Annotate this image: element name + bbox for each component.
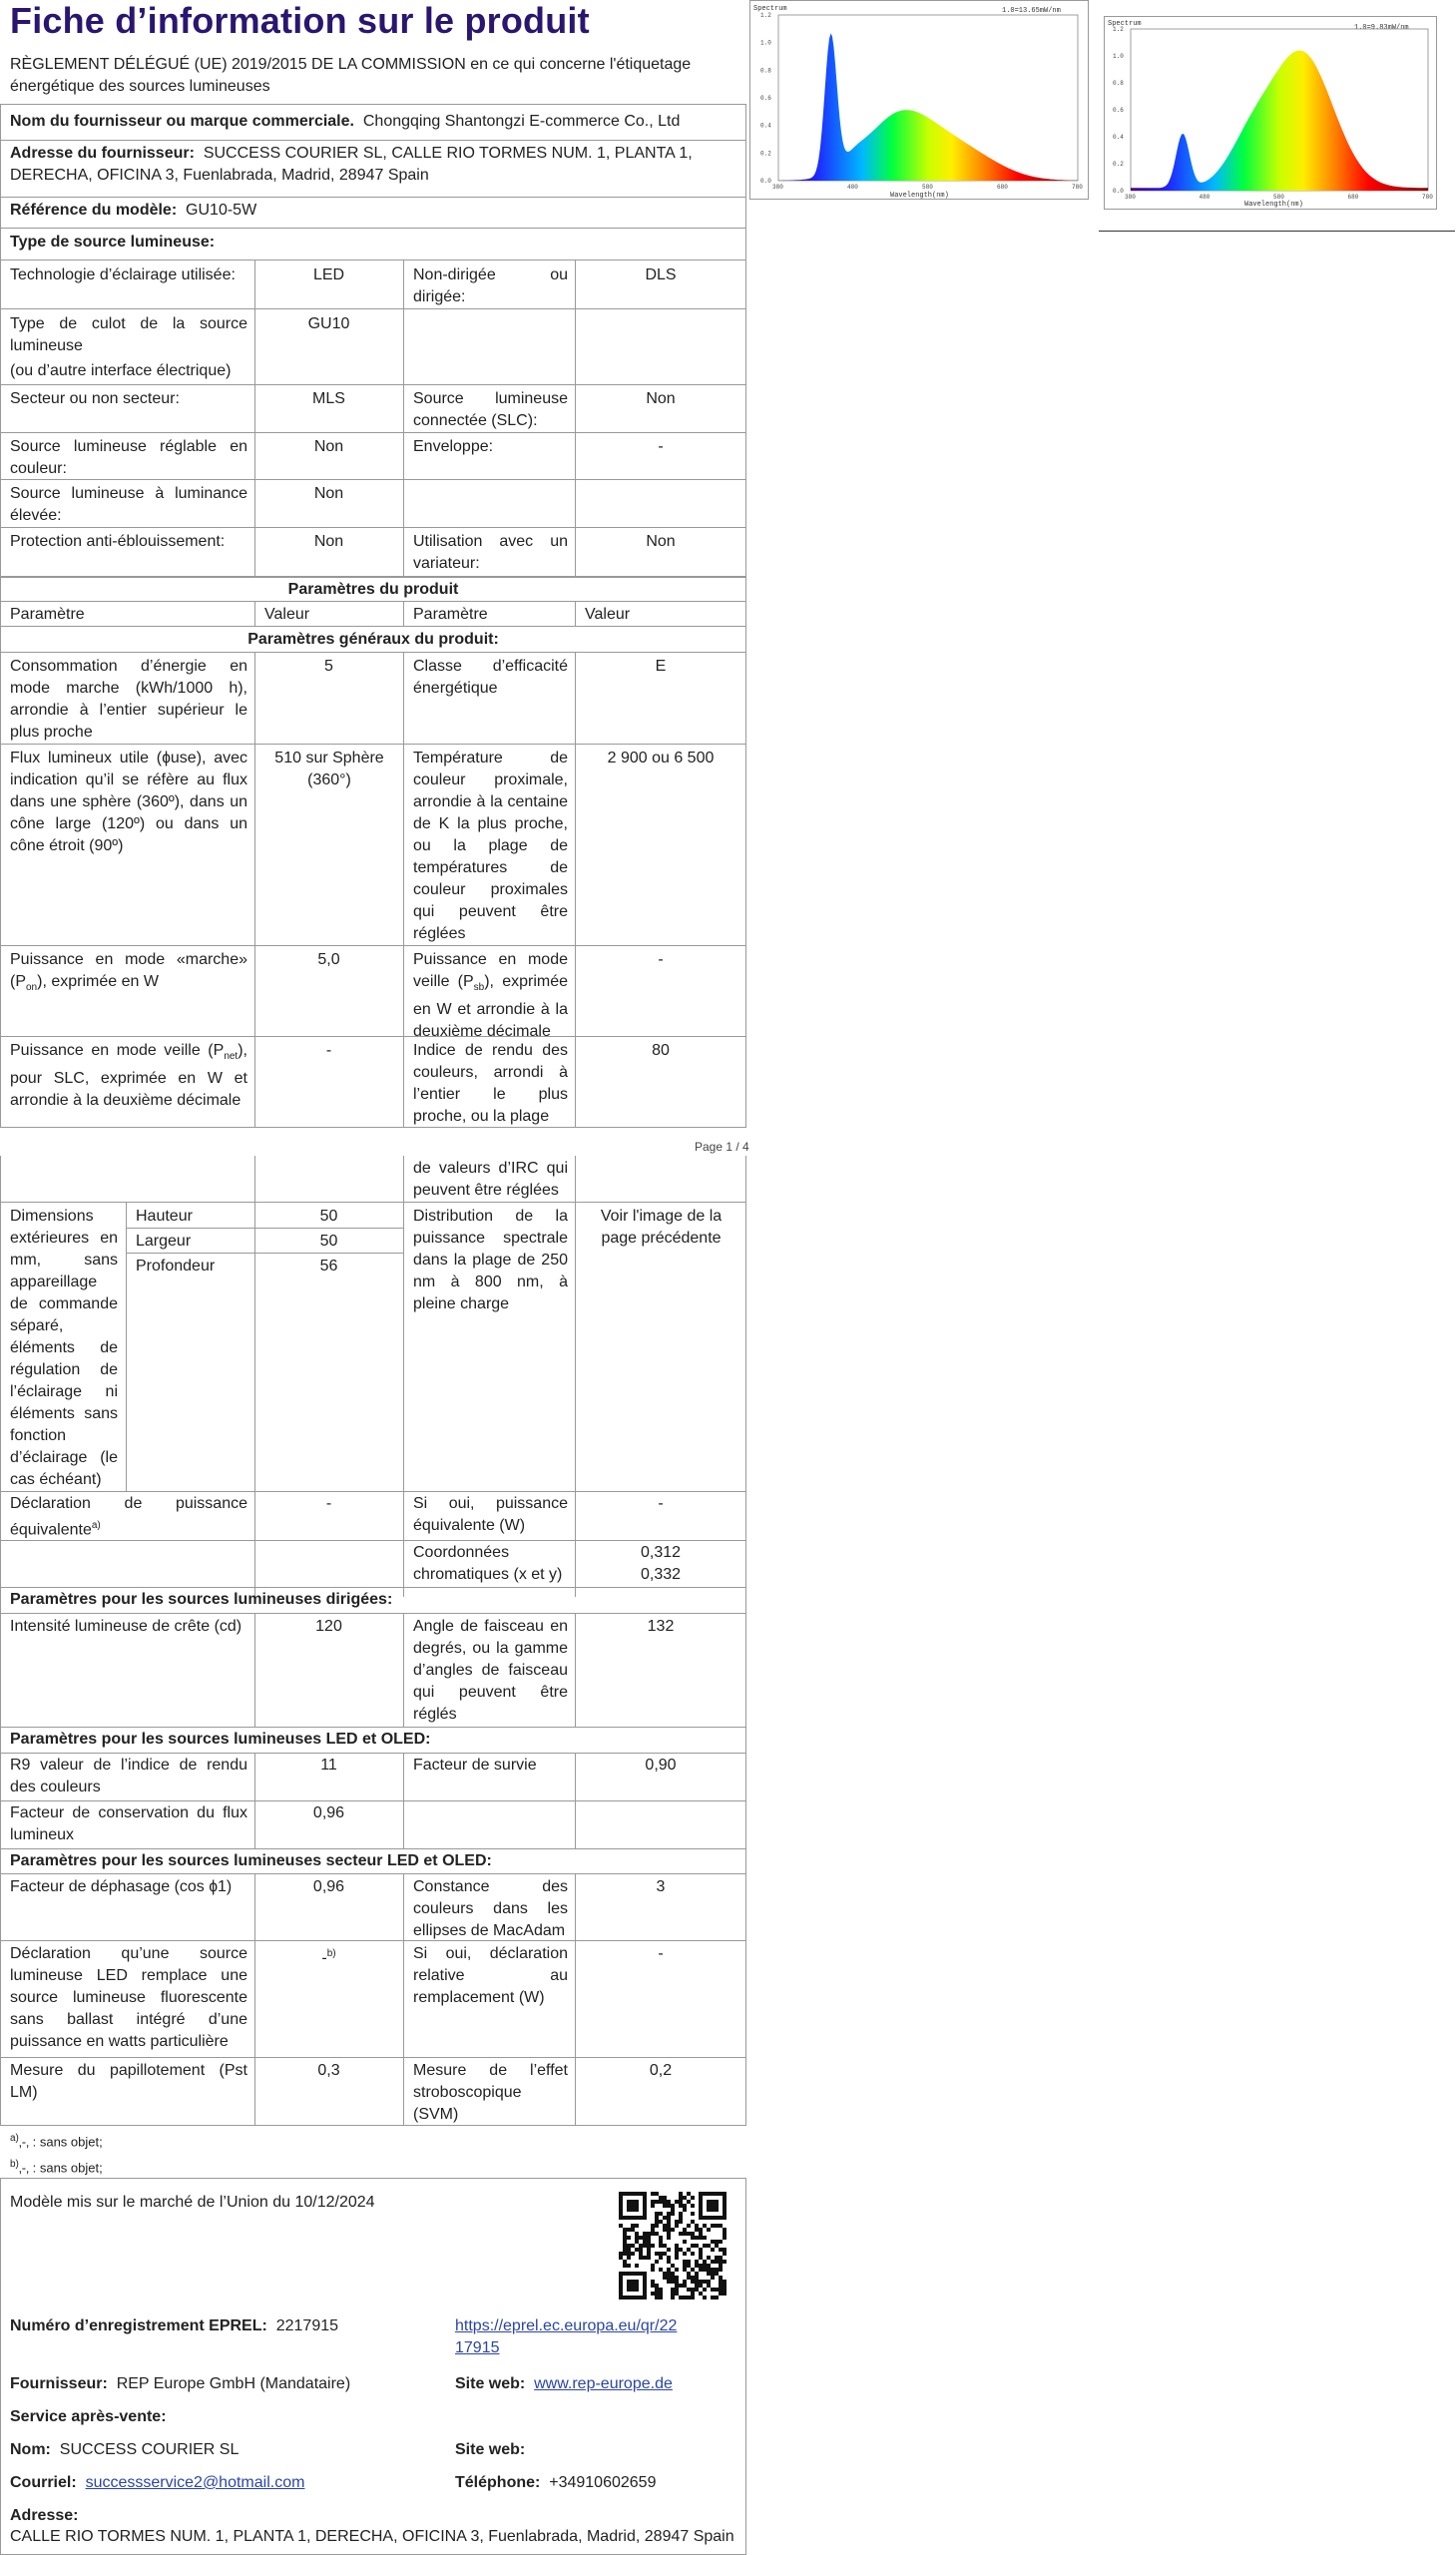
mains-led-heading: Paramètres pour les sources lumineuses secteur LED et OLED: — [10, 1852, 492, 1869]
service-email-link[interactable]: successservice2@hotmail.com — [85, 2474, 305, 2491]
spd-label: Distribution de la puissance spectrale dans la plage de 250 nm à 800 nm, à pleine charge — [413, 1208, 568, 1312]
tech-value: LED — [312, 266, 345, 283]
spectrum-warm-ylabel: Spectrum — [1108, 20, 1142, 28]
flicker-value: 0,3 — [317, 2062, 340, 2079]
eprel-number-label: Numéro d’enregistrement EPREL: — [10, 2317, 267, 2334]
supplier-address-label: Adresse du fournisseur: — [10, 145, 195, 162]
footer-supplier-label: Fournisseur: — [10, 2375, 108, 2392]
warm-ytick-label: 0.2 — [1113, 161, 1124, 168]
cct-value: 2 900 ou 6 500 — [607, 750, 715, 766]
anti-glare-value: Non — [313, 533, 344, 550]
cool-ytick-label: 0.6 — [760, 95, 771, 102]
service-address-label: Adresse: — [10, 2507, 79, 2524]
spectrum-cool-ylabel: Spectrum — [753, 5, 787, 13]
cap-type-label-extra: (ou d’autre interface électrique) — [10, 362, 232, 379]
service-name-label: Nom: — [10, 2441, 51, 2458]
model-value: GU10-5W — [186, 202, 257, 219]
footer-supplier-value: REP Europe GmbH (Mandataire) — [116, 2375, 351, 2392]
chromaticity-y-value: 0,332 — [640, 1566, 682, 1583]
service-phone-row — [455, 2472, 656, 2494]
replacement-value: -$^{b)}$ — [321, 1948, 336, 1967]
tech-label: Technologie d’éclairage utilisée: — [10, 266, 236, 283]
spectrum-chart-cool — [749, 0, 1089, 200]
col-param-1: Paramètre — [10, 606, 85, 623]
peak-intensity-label: Intensité lumineuse de crête (cd) — [10, 1618, 243, 1635]
on-mode-power-value: 5,0 — [317, 951, 340, 968]
color-tunable-value: Non — [313, 438, 344, 455]
source-type-heading: Type de source lumineuse: — [10, 234, 216, 251]
flicker-label: Mesure du papillotement (Pst LM) — [10, 2062, 247, 2101]
model-row — [10, 200, 743, 222]
model-label: Référence du modèle: — [10, 202, 178, 219]
standby-power-value: - — [658, 951, 664, 968]
cool-xtick-label: 580 — [922, 184, 933, 191]
cool-ytick-label: 1.0 — [760, 39, 771, 47]
eprel-link[interactable]: https://eprel.ec.europa.eu/qr/22 17915 — [455, 2317, 678, 2356]
dimmer-value: Non — [646, 533, 676, 550]
on-mode-power-label: Puissance en mode «marche» $(P_{on})$, exprimée en W — [10, 951, 247, 994]
cri-value: 80 — [652, 1042, 670, 1059]
warm-xtick-label: 680 — [1347, 194, 1359, 201]
macadam-value: 3 — [656, 1878, 666, 1895]
height-label: Hauteur — [136, 1208, 193, 1225]
anti-glare-label: Protection anti-éblouissement: — [10, 533, 226, 550]
chromaticity-x-value: 0,312 — [640, 1544, 682, 1561]
warm-ytick-label: 0.8 — [1113, 80, 1124, 87]
params-heading: Paramètres du produit — [287, 581, 459, 598]
eprel-number-value: 2217915 — [275, 2317, 339, 2334]
survival-label: Facteur de survie — [413, 1757, 537, 1774]
survival-value: 0,90 — [645, 1757, 677, 1774]
depth-label: Profondeur — [136, 1258, 216, 1275]
spectrum-cool-svg — [750, 1, 1088, 199]
cri-label: Indice de rendu des couleurs, arrondi à l’entier le plus proche, ou la plage — [413, 1042, 568, 1125]
footer-site-label: Site web: — [455, 2375, 526, 2392]
replacement-label: Déclaration qu’une source lumineuse LED remplace une source lumineuse fluorescente sans ballast intégré d’une puissance en watts particulière — [10, 1945, 247, 2050]
eprel-qr-code[interactable] — [619, 2192, 727, 2300]
cap-type-label: Type de culot de la source lumineuse — [10, 315, 247, 354]
equivalent-power-w-value: - — [658, 1495, 664, 1512]
cri-label-cont: de valeurs d’IRC qui peuvent être réglées — [413, 1160, 568, 1199]
cool-ytick-label: 1.2 — [760, 12, 771, 19]
spd-value: Voir l'image de la page précédente — [600, 1208, 723, 1247]
warm-ytick-label: 0.6 — [1113, 107, 1124, 114]
supplier-address-row — [10, 143, 738, 187]
flux-maintenance-value: 0,96 — [312, 1804, 345, 1821]
cool-ytick-label: 0.2 — [760, 150, 771, 158]
cool-ytick-label: 0.0 — [760, 178, 771, 185]
service-name-row — [10, 2439, 239, 2461]
service-email-row — [10, 2472, 304, 2494]
high-luminance-label: Source lumineuse à luminance élevée: — [10, 485, 247, 524]
height-value: 50 — [319, 1208, 338, 1225]
service-phone-value: +34910602659 — [549, 2474, 657, 2491]
separator-line — [1099, 231, 1455, 232]
spectrum-warm-svg — [1105, 17, 1436, 209]
envelope-label: Enveloppe: — [413, 438, 494, 455]
led-heading: Paramètres pour les sources lumineuses LED et OLED: — [10, 1731, 431, 1748]
network-standby-value: - — [325, 1042, 332, 1059]
dimensions-label: Dimensions extérieures en mm, sans appareillage de commande séparé, éléments de régulation de l’éclairage ni éléments sans fonction d’éclairage (le cas échéant) — [10, 1208, 118, 1488]
general-params-heading: Paramètres généraux du produit: — [247, 631, 499, 648]
spectrum-cool-legend: 1.0=13.65mW/nm — [1002, 7, 1061, 15]
r9-value: 11 — [320, 1757, 337, 1774]
warm-ytick-label: 1.0 — [1113, 53, 1124, 60]
cool-xtick-label: 380 — [772, 184, 783, 191]
regulation-text: RÈGLEMENT DÉLÉGUÉ (UE) 2019/2015 DE LA COMMISSION en ce qui concerne l'étiquetage énergétique des sources lumineuses — [10, 56, 692, 95]
width-label: Largeur — [136, 1233, 192, 1250]
warm-ytick-label: 1.2 — [1113, 26, 1124, 33]
beam-angle-label: Angle de faisceau en degrés, ou la gamme d’angles de faisceau qui peuvent être réglés — [413, 1618, 568, 1723]
spectrum-cool-curve — [778, 33, 1078, 181]
supplier-name-row — [10, 111, 743, 133]
supplier-name-label: Nom du fournisseur ou marque commerciale. — [10, 113, 354, 130]
beam-angle-value: 132 — [647, 1618, 675, 1635]
network-standby-label: Puissance en mode veille $(P_{net})$, pour SLC, exprimée en W et arrondie à la deuxième décimale — [10, 1042, 247, 1110]
page-title: Fiche d’information sur le produit — [10, 0, 590, 41]
efficiency-class-value: E — [655, 658, 667, 675]
footnote-b: $^{b)}$‚-‚ : sans objet; — [10, 2159, 103, 2176]
warm-ytick-label: 0.4 — [1113, 134, 1124, 141]
warm-xtick-label: 580 — [1273, 194, 1284, 201]
warm-xtick-label: 780 — [1422, 194, 1433, 201]
color-tunable-label: Source lumineuse réglable en couleur: — [10, 438, 247, 477]
service-name-value: SUCCESS COURIER SL — [59, 2441, 240, 2458]
chromaticity-label: Coordonnées chromatiques (x et y) — [413, 1544, 563, 1583]
macadam-label: Constance des couleurs dans les ellipses de MacAdam — [413, 1878, 568, 1939]
supplier-name-value: Chongqing Shantongzi E-commerce Co., Ltd — [362, 113, 681, 130]
footnote-a: $^{a)}$‚-‚ : sans objet; — [10, 2133, 103, 2150]
cool-ytick-label: 0.8 — [760, 67, 771, 75]
flux-maintenance-label: Facteur de conservation du flux lumineux — [10, 1804, 247, 1843]
after-sales-heading: Service après-vente: — [10, 2408, 167, 2425]
equivalent-power-w-label: Si oui, puissance équivalente (W) — [413, 1495, 568, 1534]
footer-site-row — [455, 2373, 673, 2395]
service-phone-label: Téléphone: — [455, 2474, 541, 2491]
connected-value: Non — [646, 390, 676, 407]
col-param-2: Paramètre — [413, 606, 488, 623]
directional-value: DLS — [645, 266, 677, 283]
depth-value: 56 — [319, 1258, 338, 1275]
footer-supplier-row — [10, 2373, 350, 2395]
envelope-value: - — [658, 438, 664, 455]
high-luminance-value: Non — [313, 485, 344, 502]
warm-xtick-label: 480 — [1199, 194, 1211, 201]
efficiency-class-label: Classe d’efficacité énergétique — [413, 658, 568, 697]
power-factor-value: 0,96 — [312, 1878, 345, 1895]
equivalent-power-value: - — [325, 1495, 332, 1512]
warm-ytick-label: 0.0 — [1113, 188, 1124, 195]
directional-heading: Paramètres pour les sources lumineuses dirigées: — [10, 1591, 393, 1608]
replacement-w-value: - — [658, 1945, 664, 1962]
power-factor-label: Facteur de déphasage (cos ɸ1) — [10, 1878, 233, 1895]
page-number: Page 1 / 4 — [695, 1140, 749, 1154]
footer-site-link[interactable]: www.rep-europe.de — [534, 2375, 673, 2392]
dimmer-label: Utilisation avec un variateur: — [413, 533, 568, 572]
replacement-w-label: Si oui, déclaration relative au remplacement (W) — [413, 1945, 568, 2006]
connected-label: Source lumineuse connectée (SLC): — [413, 390, 568, 429]
luminous-flux-label: Flux lumineux utile (ɸuse), avec indication qu’il se réfère au flux dans une sphère (360º), dans un cône large (120º) ou dans un cône étroit (90º) — [10, 750, 247, 854]
energy-consumption-value: 5 — [324, 658, 333, 675]
cool-xtick-label: 480 — [847, 184, 858, 191]
r9-label: R9 valeur de l’indice de rendu des couleurs — [10, 1757, 247, 1795]
col-value-1: Valeur — [264, 606, 310, 623]
luminous-flux-value: 510 sur Sphère (360°) — [274, 750, 384, 788]
energy-consumption-label: Consommation d’énergie en mode marche (kWh/1000 h), arrondie à l’entier supérieur le plus proche — [10, 658, 247, 741]
spectrum-warm-legend: 1.0=9.83mW/nm — [1354, 24, 1409, 32]
spectrum-cool-xlabel: Wavelength(nm) — [890, 192, 949, 199]
market-date-text: Modèle mis sur le marché de l’Union du 10/12/2024 — [10, 2194, 375, 2211]
cct-label: Température de couleur proximale, arrondie à la centaine de K la plus proche, ou la plage de températures de couleur proximales qui peuvent être réglées — [413, 750, 568, 942]
col-value-2: Valeur — [585, 606, 631, 623]
service-address-value: CALLE RIO TORMES NUM. 1, PLANTA 1, DERECHA, OFICINA 3, Fuenlabrada, Madrid, 28947 Spain — [10, 2528, 734, 2545]
cap-type-value: GU10 — [307, 315, 350, 332]
equivalent-power-label: Déclaration de puissance équivalente$^{a)}$ — [10, 1495, 247, 1539]
spectrum-warm-curve — [1131, 51, 1428, 192]
width-value: 50 — [319, 1233, 338, 1250]
service-email-label: Courriel: — [10, 2474, 77, 2491]
directional-label: Non-dirigée ou dirigée: — [413, 266, 568, 305]
spectrum-warm-xlabel: Wavelength(nm) — [1244, 201, 1303, 209]
peak-intensity-value: 120 — [315, 1618, 342, 1635]
svm-value: 0,2 — [649, 2062, 673, 2079]
mains-label: Secteur ou non secteur: — [10, 390, 180, 407]
eprel-number-row — [10, 2315, 338, 2337]
standby-power-label: Puissance en mode veille $(P_{sb})$, exprimée en W et arrondie à la deuxième décimale — [413, 951, 568, 1041]
warm-xtick-label: 380 — [1125, 194, 1136, 201]
cool-xtick-label: 780 — [1072, 184, 1083, 191]
service-site-label: Site web: — [455, 2441, 526, 2458]
cool-xtick-label: 680 — [997, 184, 1008, 191]
svm-label: Mesure de l’effet stroboscopique (SVM) — [413, 2062, 568, 2123]
cool-ytick-label: 0.4 — [760, 122, 771, 130]
mains-value: MLS — [312, 390, 345, 407]
spectrum-chart-warm — [1104, 16, 1437, 210]
supplier-address-value: SUCCESS COURIER SL, CALLE RIO TORMES NUM. 1, PLANTA 1, DERECHA, OFICINA 3, Fuenlabrada, Madrid, 28947 Spain — [10, 145, 693, 184]
